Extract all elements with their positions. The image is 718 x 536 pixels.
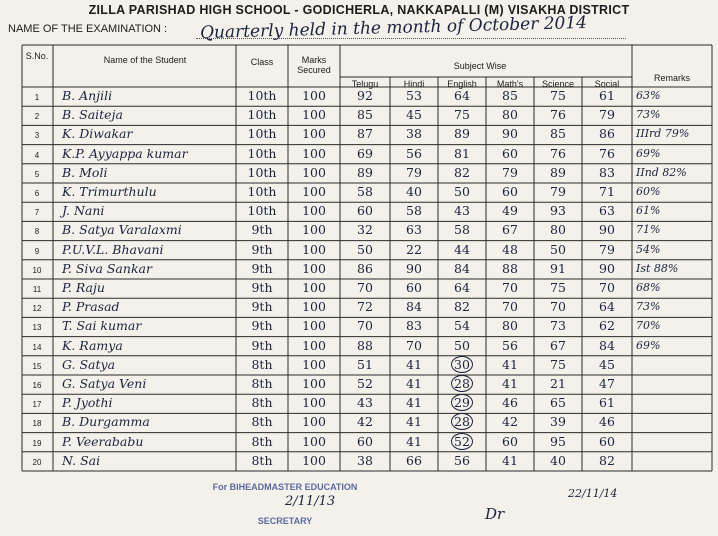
student-name: T. Sai kumar xyxy=(62,318,142,334)
subject-mark: 46 xyxy=(502,395,518,411)
subject-mark: 58 xyxy=(454,222,470,238)
subject-mark: 70 xyxy=(550,299,566,315)
row-remark: 63% xyxy=(636,89,661,102)
subject-mark: 63 xyxy=(406,222,422,238)
marks-secured: 100 xyxy=(302,433,326,449)
marks-secured: 100 xyxy=(302,299,326,315)
marks-secured: 100 xyxy=(302,260,326,276)
subject-mark: 80 xyxy=(502,318,518,334)
row-sno: 19 xyxy=(32,438,42,448)
subject-mark: 42 xyxy=(357,414,373,430)
student-name: N. Sai xyxy=(62,452,101,468)
subject-mark: 41 xyxy=(406,356,422,372)
subject-mark: 61 xyxy=(599,395,615,411)
row-remark: IInd 82% xyxy=(636,165,687,179)
marks-secured: 100 xyxy=(302,88,326,103)
subject-mark: 89 xyxy=(357,164,373,180)
subject-mark: 45 xyxy=(406,107,422,123)
subject-mark: 86 xyxy=(357,260,373,276)
student-class: 10th xyxy=(247,145,277,161)
subject-mark: 52 xyxy=(357,376,373,391)
subject-mark: 80 xyxy=(502,107,518,123)
subject-mark: 80 xyxy=(550,222,566,238)
subject-header: English xyxy=(447,79,477,89)
header-subject-wise: Subject Wise xyxy=(453,61,507,71)
student-class: 9th xyxy=(251,260,273,276)
exam-value: Quarterly held in the month of October 2014 xyxy=(199,12,588,44)
marks-secured: 100 xyxy=(302,318,326,334)
student-name: P. Raju xyxy=(62,280,105,295)
subject-mark: 22 xyxy=(406,241,422,257)
subject-mark: 85 xyxy=(502,88,518,103)
subject-mark: 39 xyxy=(550,414,566,430)
row-sno: 17 xyxy=(32,400,42,410)
student-name: G. Satya Veni xyxy=(62,376,147,391)
student-name: P. Prasad xyxy=(62,299,120,315)
subject-mark: 79 xyxy=(599,107,615,123)
marks-secured: 100 xyxy=(302,356,326,372)
row-sno: 18 xyxy=(32,419,42,429)
subject-mark: 70 xyxy=(502,299,518,315)
circled-mark: 30 xyxy=(451,356,473,373)
row-sno: 8 xyxy=(34,227,40,237)
row-sno: 6 xyxy=(34,189,40,198)
row-sno: 1 xyxy=(34,93,40,102)
subject-mark: 83 xyxy=(406,318,422,334)
student-name: B. Saiteja xyxy=(62,107,123,123)
subject-mark: 62 xyxy=(599,318,615,334)
marks-secured: 100 xyxy=(302,203,326,219)
subject-mark: 82 xyxy=(454,164,470,180)
student-name: K. Trimurthulu xyxy=(62,184,157,199)
subject-mark: 41 xyxy=(406,433,422,449)
row-sno: 15 xyxy=(32,361,42,371)
subject-mark: 56 xyxy=(502,337,518,353)
subject-mark: 82 xyxy=(599,452,615,468)
subject-mark: 38 xyxy=(357,452,373,468)
student-class: 10th xyxy=(247,184,277,199)
signature-date-left: 2/11/13 xyxy=(285,494,336,509)
subject-header: Math's xyxy=(496,79,524,89)
student-class: 8th xyxy=(251,414,273,430)
subject-mark: 71 xyxy=(599,184,615,199)
signature-middle: Dr xyxy=(485,505,505,523)
student-class: 9th xyxy=(251,299,273,315)
row-sno: 10 xyxy=(32,265,42,275)
row-sno: 14 xyxy=(32,342,42,352)
row-remark: IIIrd 79% xyxy=(636,127,690,141)
circled-mark: 28 xyxy=(451,413,473,430)
student-name: G. Satya xyxy=(62,356,116,372)
subject-mark: 88 xyxy=(357,337,373,353)
subject-header: Science xyxy=(541,79,575,89)
marks-secured: 100 xyxy=(302,222,326,238)
subject-mark: 60 xyxy=(502,184,518,199)
marks-secured: 100 xyxy=(302,280,326,295)
subject-mark: 51 xyxy=(357,356,373,372)
subject-mark: 56 xyxy=(406,145,422,161)
subject-mark: 84 xyxy=(599,337,615,353)
row-remark: 70% xyxy=(636,319,661,333)
subject-mark: 70 xyxy=(357,280,373,295)
student-class: 10th xyxy=(247,164,277,180)
row-remark: 69% xyxy=(636,338,661,352)
row-sno: 7 xyxy=(34,208,40,218)
subject-mark: 50 xyxy=(357,241,373,257)
subject-mark xyxy=(439,434,485,449)
marks-secured: 100 xyxy=(302,184,326,199)
subject-mark: 40 xyxy=(406,184,422,199)
subject-mark: 61 xyxy=(599,88,615,103)
student-class: 8th xyxy=(251,356,273,372)
subject-mark: 67 xyxy=(502,222,518,238)
marks-secured: 100 xyxy=(302,395,326,411)
subject-mark xyxy=(439,376,485,391)
student-class: 8th xyxy=(251,433,273,449)
subject-mark: 41 xyxy=(406,395,422,411)
student-class: 8th xyxy=(251,395,273,411)
student-name: P.U.V.L. Bhavani xyxy=(62,241,164,257)
subject-mark: 79 xyxy=(406,164,422,180)
subject-mark: 75 xyxy=(550,88,566,103)
student-class: 9th xyxy=(251,280,273,295)
student-class: 9th xyxy=(251,241,273,257)
subject-mark: 50 xyxy=(454,337,470,353)
subject-mark: 41 xyxy=(406,376,422,391)
row-sno: 13 xyxy=(32,323,42,333)
student-name: P. Veerababu xyxy=(62,433,144,449)
row-remark: Ist 88% xyxy=(636,261,679,275)
subject-mark: 32 xyxy=(357,222,373,238)
row-remark: 61% xyxy=(636,204,661,218)
subject-mark: 49 xyxy=(502,203,518,219)
subject-mark: 76 xyxy=(550,107,566,123)
subject-mark: 93 xyxy=(550,203,566,219)
exam-label: NAME OF THE EXAMINATION : xyxy=(8,23,168,35)
row-sno: 3 xyxy=(34,131,40,141)
subject-mark: 58 xyxy=(406,203,422,219)
row-sno: 4 xyxy=(34,150,40,160)
subject-mark: 86 xyxy=(599,126,615,142)
student-class: 8th xyxy=(251,452,273,468)
row-sno: 9 xyxy=(34,246,40,256)
subject-mark: 50 xyxy=(454,184,470,199)
subject-mark: 65 xyxy=(550,395,566,411)
row-sno: 11 xyxy=(32,285,42,294)
row-sno: 2 xyxy=(34,112,40,122)
marks-secured: 100 xyxy=(302,145,326,161)
stamp-line-2: SECRETARY xyxy=(257,516,313,526)
subject-mark xyxy=(439,395,485,410)
header-marks: Marks Secured xyxy=(297,55,331,75)
header-remarks: Remarks xyxy=(653,73,690,83)
subject-mark: 43 xyxy=(454,203,470,219)
subject-mark: 60 xyxy=(357,433,373,449)
student-name: B. Moli xyxy=(62,164,108,180)
subject-mark: 43 xyxy=(357,395,373,411)
subject-mark: 60 xyxy=(502,145,518,161)
header-sno: S.No. xyxy=(25,51,49,61)
student-name: K. Diwakar xyxy=(62,126,133,142)
subject-mark: 64 xyxy=(454,280,470,295)
subject-mark: 70 xyxy=(406,337,422,353)
marks-secured: 100 xyxy=(302,164,326,180)
subject-mark: 60 xyxy=(599,433,615,449)
subject-mark: 84 xyxy=(454,260,470,276)
row-sno: 20 xyxy=(32,457,42,467)
row-remark: 71% xyxy=(636,223,661,237)
subject-mark: 48 xyxy=(502,241,518,257)
subject-header: Social xyxy=(594,79,620,89)
subject-mark xyxy=(439,357,485,372)
subject-mark: 63 xyxy=(599,203,615,219)
subject-mark: 41 xyxy=(502,452,518,468)
row-remark: 68% xyxy=(636,281,661,294)
student-name: B. Satya Varalaxmi xyxy=(62,222,182,238)
subject-mark: 64 xyxy=(454,88,470,103)
subject-mark: 85 xyxy=(357,107,373,123)
student-name: P. Jyothi xyxy=(62,395,113,411)
student-class: 10th xyxy=(247,88,277,103)
signature-date-right: 22/11/14 xyxy=(568,487,618,500)
subject-mark: 75 xyxy=(550,356,566,372)
student-name: K.P. Ayyappa kumar xyxy=(62,145,188,161)
subject-mark: 81 xyxy=(454,145,470,161)
stamp-line-1: For BIHEADMASTER EDUCATION xyxy=(212,482,358,492)
student-name: B. Durgamma xyxy=(62,414,150,430)
subject-mark: 64 xyxy=(599,299,615,315)
subject-mark: 90 xyxy=(406,260,422,276)
student-class: 9th xyxy=(251,337,273,353)
student-class: 9th xyxy=(251,318,273,334)
subject-mark: 79 xyxy=(550,184,566,199)
subject-mark: 66 xyxy=(406,452,422,468)
subject-mark: 76 xyxy=(599,145,615,161)
subject-mark: 70 xyxy=(599,280,615,295)
subject-mark: 75 xyxy=(454,107,470,123)
student-class: 10th xyxy=(247,203,277,219)
subject-header: Hindi xyxy=(403,79,425,89)
student-name: B. Anjili xyxy=(62,88,113,103)
subject-mark: 21 xyxy=(550,376,566,391)
subject-mark: 92 xyxy=(357,88,373,103)
student-class: 9th xyxy=(251,222,273,238)
row-remark: 69% xyxy=(636,146,661,160)
subject-mark: 60 xyxy=(357,203,373,219)
student-name: K. Ramya xyxy=(62,337,123,353)
circled-mark: 28 xyxy=(451,375,473,392)
student-name: P. Siva Sankar xyxy=(62,260,152,276)
subject-mark: 44 xyxy=(454,241,470,257)
subject-mark: 72 xyxy=(357,299,373,315)
row-remark: 54% xyxy=(636,242,661,256)
student-class: 8th xyxy=(251,376,273,391)
subject-mark: 83 xyxy=(599,164,615,180)
subject-mark: 45 xyxy=(599,356,615,372)
subject-mark: 41 xyxy=(502,356,518,372)
student-class: 10th xyxy=(247,126,277,142)
subject-mark: 73 xyxy=(550,318,566,334)
subject-mark: 69 xyxy=(357,145,373,161)
subject-mark: 89 xyxy=(454,126,470,142)
subject-mark: 87 xyxy=(357,126,373,142)
marks-secured: 100 xyxy=(302,241,326,257)
marks-secured: 100 xyxy=(302,414,326,430)
header-name: Name of the Student xyxy=(103,55,187,65)
row-remark: 60% xyxy=(636,185,661,198)
subject-mark: 88 xyxy=(502,260,518,276)
subject-mark: 90 xyxy=(502,126,518,142)
subject-mark: 47 xyxy=(599,376,615,391)
subject-mark: 82 xyxy=(454,299,470,315)
marks-secured: 100 xyxy=(302,126,326,142)
subject-mark: 67 xyxy=(550,337,566,353)
subject-mark: 41 xyxy=(406,414,422,430)
marks-secured: 100 xyxy=(302,337,326,353)
subject-mark: 90 xyxy=(599,222,615,238)
subject-mark: 41 xyxy=(502,376,518,391)
subject-mark: 70 xyxy=(502,280,518,295)
subject-mark: 54 xyxy=(454,318,470,334)
subject-mark: 56 xyxy=(454,452,470,468)
header-class: Class xyxy=(250,57,274,67)
subject-mark: 40 xyxy=(550,452,566,468)
subject-mark: 84 xyxy=(406,299,422,315)
subject-mark: 70 xyxy=(357,318,373,334)
subject-header: Telugu xyxy=(351,79,379,89)
subject-mark: 46 xyxy=(599,414,615,430)
student-class: 10th xyxy=(247,107,277,123)
subject-mark: 42 xyxy=(502,414,518,430)
subject-mark: 89 xyxy=(550,164,566,180)
subject-mark: 90 xyxy=(599,260,615,276)
circled-mark: 52 xyxy=(451,433,473,450)
row-remark: 73% xyxy=(636,300,661,314)
subject-mark: 91 xyxy=(550,260,566,276)
row-sno: 12 xyxy=(32,304,42,314)
student-name: J. Nani xyxy=(62,203,105,219)
marks-secured: 100 xyxy=(302,452,326,468)
school-title: ZILLA PARISHAD HIGH SCHOOL - GODICHERLA, NAKKAPALLI (M) VISAKHA DISTRICT xyxy=(88,3,630,17)
subject-mark: 60 xyxy=(502,433,518,449)
circled-mark: 29 xyxy=(451,394,473,411)
subject-mark: 75 xyxy=(550,280,566,295)
subject-mark: 50 xyxy=(550,241,566,257)
subject-mark: 76 xyxy=(550,145,566,161)
subject-mark: 85 xyxy=(550,126,566,142)
marks-secured: 100 xyxy=(302,376,326,391)
subject-mark: 38 xyxy=(406,126,422,142)
row-sno: 16 xyxy=(32,381,42,390)
subject-mark: 60 xyxy=(406,280,422,295)
subject-mark: 79 xyxy=(599,241,615,257)
subject-mark xyxy=(439,414,485,429)
subject-mark: 53 xyxy=(406,88,422,103)
subject-mark: 95 xyxy=(550,433,566,449)
row-remark: 73% xyxy=(636,108,661,122)
subject-mark: 79 xyxy=(502,164,518,180)
marks-secured: 100 xyxy=(302,107,326,123)
subject-mark: 58 xyxy=(357,184,373,199)
row-sno: 5 xyxy=(34,169,40,179)
